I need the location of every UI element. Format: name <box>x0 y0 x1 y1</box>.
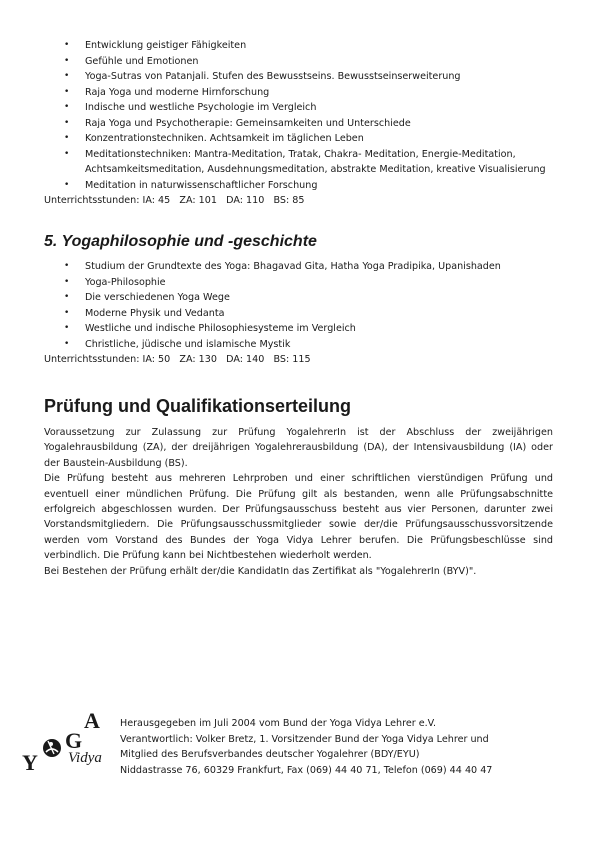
section-5-bullet-list <box>0 259 595 352</box>
bullet-icon: • <box>64 292 70 302</box>
list-item-text: Westliche und indische Philosophiesysteme im Vergleich <box>85 323 356 334</box>
list-item <box>0 290 595 306</box>
list-item <box>0 147 595 178</box>
list-item <box>0 306 595 322</box>
bullet-icon: • <box>64 148 70 159</box>
bullet-icon: • <box>64 40 70 50</box>
footer-line: Verantwortlich: Volker Bretz, 1. Vorsitzender Bund der Yoga Vidya Lehrer und <box>120 733 489 745</box>
list-item-text: Moderne Physik und Vedanta <box>85 307 225 319</box>
exam-paragraph: Voraussetzung zur Zulassung zur Prüfung YogalehrerIn ist der Abschluss der zweijährigen Yogalehrausbildung (ZA), der dreijährigen Yogalehrerausbildung (DA), der Intensivausbildung (IA) oder der Baustein-Ausbildung (BS). <box>44 427 553 469</box>
list-item-text: Die verschiedenen Yoga Wege <box>85 292 230 303</box>
section-4-hours: Unterrichtsstunden: IA: 45 ZA: 101 DA: 110 BS: 85 <box>44 195 305 206</box>
footer-line: Mitglied des Berufsverbandes deutscher Yogalehrer (BDY/EYU) <box>120 749 420 760</box>
list-item <box>0 337 595 353</box>
bullet-icon: • <box>64 179 70 190</box>
exam-heading: Prüfung und Qualifikationserteilung <box>44 396 352 416</box>
list-item-text: Meditationstechniken: Mantra-Meditation, Tratak, Chakra- Meditation, Energie-Meditation, Achtsamkeitsmeditation, Ausdehnungsmeditation, abstrakte Meditation, kreative Visualisierung <box>85 148 546 175</box>
bullet-icon: • <box>64 55 70 66</box>
list-item-text: Christliche, jüdische und islamische Mystik <box>85 338 291 350</box>
logo-letter-a: A <box>84 708 100 733</box>
logo-letter-g: G <box>65 728 83 753</box>
list-item <box>0 131 595 147</box>
list-item-text: Entwicklung geistiger Fähigkeiten <box>85 40 247 51</box>
bullet-icon: • <box>64 86 70 97</box>
list-item-text: Yoga-Sutras von Patanjali. Stufen des Bewusstseins. Bewusstseinserweiterung <box>85 71 461 82</box>
list-item <box>0 54 595 70</box>
exam-body <box>44 425 553 579</box>
list-item <box>0 85 595 101</box>
list-item <box>0 69 595 85</box>
logo-letter-o <box>43 739 61 757</box>
section-4-bullet-list <box>0 38 595 193</box>
bullet-icon: • <box>64 102 70 112</box>
exam-paragraph: Bei Bestehen der Prüfung erhält der/die KandidatIn das Zertifikat als "YogalehrerIn (BYV)". <box>44 565 477 577</box>
bullet-icon: • <box>64 117 70 128</box>
list-item-text: Meditation in naturwissenschaftlicher Forschung <box>85 179 318 191</box>
bullet-icon: • <box>64 261 70 271</box>
bullet-icon: • <box>64 323 70 333</box>
publisher-footer <box>120 716 560 778</box>
list-item <box>0 321 595 337</box>
list-item <box>0 116 595 132</box>
bullet-icon: • <box>64 71 70 81</box>
section-5-list-block <box>0 259 595 368</box>
list-item-text: Raja Yoga und moderne Hirnforschung <box>85 86 270 98</box>
list-item <box>0 275 595 291</box>
section-5-heading: 5. Yogaphilosophie und -geschichte <box>44 233 317 250</box>
list-item-text: Studium der Grundtexte des Yoga: Bhagavad Gita, Hatha Yoga Pradipika, Upanishaden <box>85 261 501 272</box>
list-item <box>0 38 595 54</box>
list-item-text: Konzentrationstechniken. Achtsamkeit im täglichen Leben <box>85 133 364 144</box>
footer-line: Niddastrasse 76, 60329 Frankfurt, Fax (069) 44 40 71, Telefon (069) 44 40 47 <box>120 764 493 776</box>
list-item-text: Yoga-Philosophie <box>85 276 166 288</box>
list-item-text: Raja Yoga und Psychotherapie: Gemeinsamkeiten und Unterschiede <box>85 117 411 129</box>
bullet-icon: • <box>64 276 70 287</box>
list-item <box>0 178 595 194</box>
logo-letter-y: Y <box>22 750 38 775</box>
list-item-text: Gefühle und Emotionen <box>85 55 199 67</box>
list-item <box>0 259 595 275</box>
bullet-icon: • <box>64 307 70 318</box>
section-5-hours: Unterrichtsstunden: IA: 50 ZA: 130 DA: 140 BS: 115 <box>44 354 311 365</box>
list-item <box>0 100 595 116</box>
bullet-icon: • <box>64 133 70 143</box>
yoga-vidya-logo <box>18 708 118 780</box>
bullet-icon: • <box>64 338 70 349</box>
exam-paragraph: Die Prüfung besteht aus mehreren Lehrproben und einer schriftlichen vierstündigen Prüfung und eventuell einer mündlichen Prüfung. Die Prüfung gilt als bestanden, wenn alle Prüfungsabschnitte erfolgreich abgeschlossen wurden. Der Prüfungsausschuss besteht aus vier Personen, darunter zwei Vorstandsmitgliedern. Die Prüfungsausschussmitglieder sowie der/die Prüfungsausschussvorsitzende werden vom Vorstand des Bundes der Yoga Vidya Lehrer berufen. Die Prüfungsbeschlüsse sind verbindlich. Die Prüfung kann bei Nichtbestehen wiederholt werden. <box>44 473 553 562</box>
list-item-text: Indische und westliche Psychologie im Vergleich <box>85 102 317 113</box>
footer-line: Herausgegeben im Juli 2004 vom Bund der Yoga Vidya Lehrer e.V. <box>120 718 437 729</box>
logo-subtitle: Vidya <box>68 750 102 766</box>
section-4-list-block <box>0 38 595 209</box>
